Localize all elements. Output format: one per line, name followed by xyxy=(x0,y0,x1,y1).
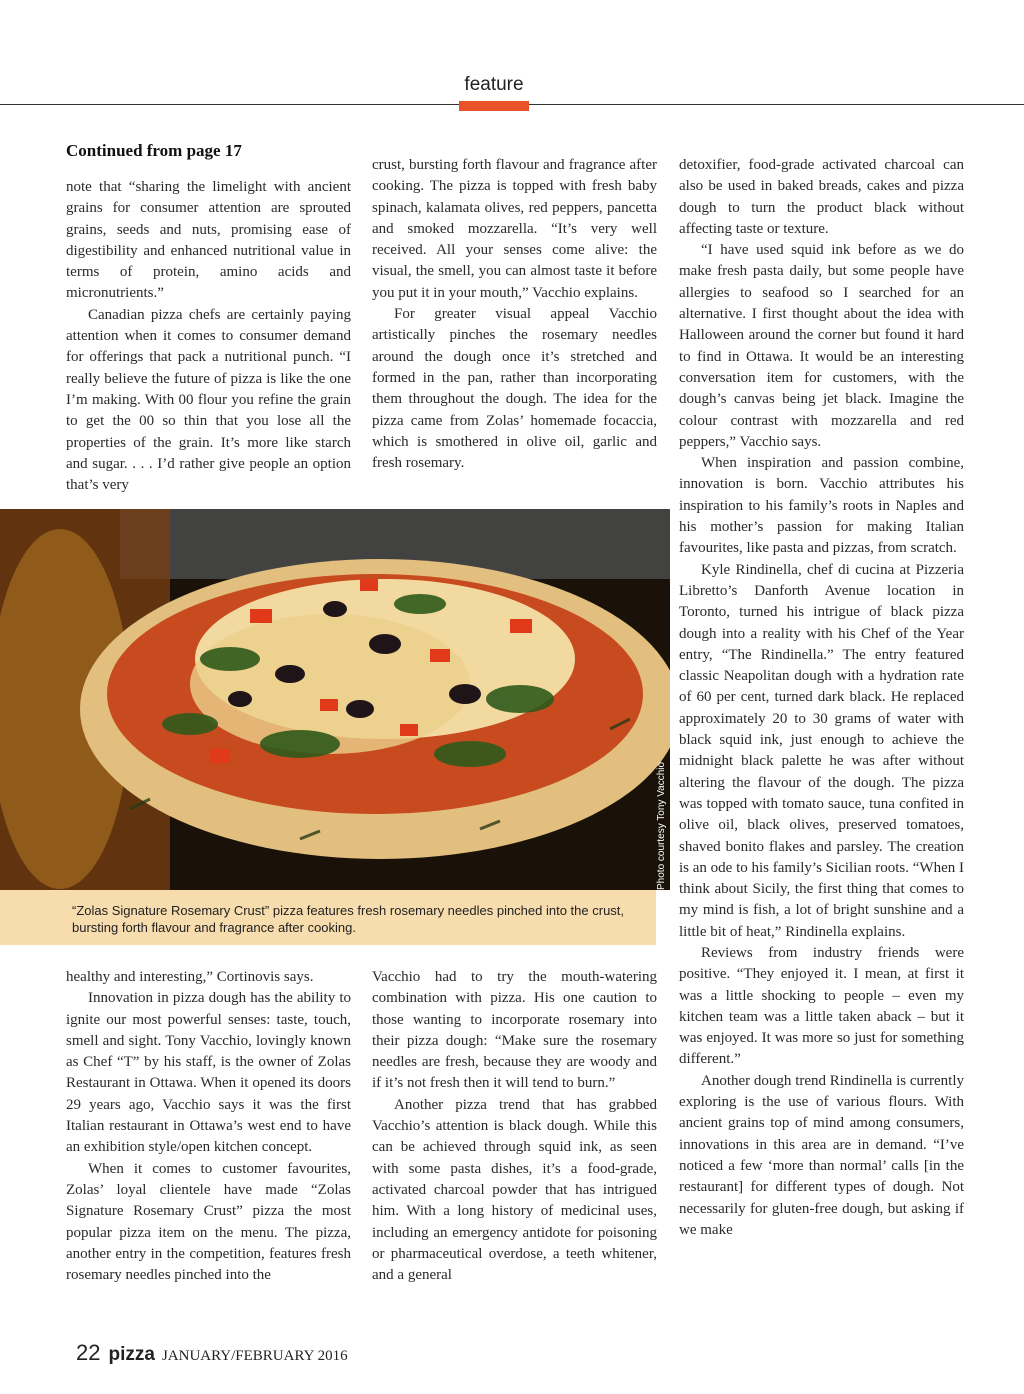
paragraph: When inspiration and passion combine, innovation is born. Vacchio attributes his inspiration to his family’s roots in Naples and his mother’s passion for making Italian favourites, like pasta and pizzas, from scratch. xyxy=(679,455,964,557)
column-3 xyxy=(679,155,964,1241)
paragraph: healthy and interesting,” Cortinovis says. xyxy=(66,969,314,985)
page-footer xyxy=(76,1340,348,1366)
column-2-top xyxy=(372,155,657,474)
paragraph: “I have used squid ink before as we do make fresh pasta daily, but some people have allergies to seafood so I searched for an alternative. I first thought about the idea with Halloween around the corner but found it hard to find in Ottawa. It would be an interesting conversation item for customers, with the dough’s canvas being jet black. Imagine the colour contrast with mozzarella and red peppers,” Vacchio says. xyxy=(679,242,964,450)
issue-date: JANUARY/FEBRUARY 2016 xyxy=(161,1348,348,1364)
paragraph: When it comes to customer favourites, Zolas’ loyal clientele have made “Zolas Signature Rosemary Crust” pizza the most popular pizza item on the menu. The pizza, another entry in the competition, features fresh rosemary needles pinched into the xyxy=(66,1160,351,1284)
paragraph: Innovation in pizza dough has the ability to ignite our most powerful senses: taste, touch, smell and sight. Tony Vacchio, lovingly known as Chef “T” by his staff, is the owner of Zolas Restaurant in Ottawa. When it opened its doors 29 years ago, Vacchio says it was the first Italian restaurant in Ottawa’s west end to have an exhibition style/open kitchen concept. xyxy=(66,990,351,1156)
paragraph: detoxifier, food-grade activated charcoal can also be used in baked breads, cakes and pizza dough to turn the product black without affecting taste or texture. xyxy=(679,157,964,237)
column-1-bottom xyxy=(66,967,351,1286)
pizza-illustration xyxy=(0,509,670,890)
photo-caption: “Zolas Signature Rosemary Crust” pizza features fresh rosemary needles pinched into the crust, bursting forth flavour and fragrance after cooking. xyxy=(72,903,625,935)
pizza-photo xyxy=(0,509,670,890)
photo-credit: Photo courtesy Tony Vacchio xyxy=(656,761,667,890)
column-1-top xyxy=(66,177,351,496)
paragraph: note that “sharing the limelight with ancient grains for consumer attention are sprouted grains, seeds and nuts, promising ease of digestibility and enhanced nutritional value in terms of protein, amino acids and micronutrients.” xyxy=(66,179,351,302)
column-2-bottom xyxy=(372,967,657,1286)
paragraph: For greater visual appeal Vacchio artistically pinches the rosemary needles around the dough once it’s stretched and formed in the pan, rather than incorporating them throughout the dough. The idea for the pizza came from Zolas’ homemade focaccia, which is smothered in olive oil, garlic and fresh rosemary. xyxy=(372,306,657,472)
paragraph: Kyle Rindinella, chef di cucina at Pizzeria Libretto’s Danforth Avenue location in Toronto, turned his intrigue of black pizza dough into a reality with his Chef of the Year entry, “The Rindinella.” The entry featured classic Neapolitan dough with a hydration rate of 60 per cent, turned dark black. He replaced approximately 20 to 30 grams of water with black squid ink, just enough to achieve the midnight black palette he was after without altering the flavour of the dough. The pizza was topped with tomato sauce, tuna confited in olive oil, black olives, preserved tomatoes, shaved bonito flakes and parsley. The creation is an ode to his family’s Sicilian roots. “When I think about Sicily, the first thing that comes to my mind is fish, a lot of bright sunshine and a little bit of heat,” Rindinella explains. xyxy=(679,561,964,940)
paragraph: Vacchio had to try the mouth-watering combination with pizza. His one caution to those wanting to incorporate rosemary into their pizza dough: “Make sure the rosemary needles are fresh, because they are woody and if it’s not fresh then it will tend to burn.” xyxy=(372,969,657,1092)
paragraph: Reviews from industry friends were positive. “They enjoyed it. I mean, at first it was a little shocking to people – even my kitchen team was a little taken aback – but it was enjoyed. It was more so just for something different.” xyxy=(679,944,964,1068)
paragraph: Another dough trend Rindinella is currently exploring is the use of various flours. With ancient grains top of mind among consumers, innovations in this area are in demand. “I’ve noticed a few ‘more than normal’ calls [in the restaurant] for different types of dough. Not necessarily for gluten-free dough, but asking if we make xyxy=(679,1072,964,1238)
page-number: 22 xyxy=(76,1340,101,1365)
continued-heading: Continued from page 17 xyxy=(66,141,242,160)
magazine-name: pizza xyxy=(108,1344,155,1365)
paragraph: Another pizza trend that has grabbed Vacchio’s attention is black dough. While this can be achieved through squid ink, as seen with some pasta dishes, it’s a food-grade, activated charcoal powder that has intrigued him. With a long history of medicinal uses, including an emergency antidote for poisoning or pharmaceutical overdose, a teeth whitener, and a general xyxy=(372,1096,657,1284)
paragraph: crust, bursting forth flavour and fragrance after cooking. The pizza is topped with fresh baby spinach, kalamata olives, red peppers, pancetta and smoked mozzarella. “It’s very well received. All your senses come alive: the visual, the smell, you can almost taste it before you put it in your mouth,” Vacchio explains. xyxy=(372,157,657,301)
paragraph: Canadian pizza chefs are certainly paying attention when it comes to consumer demand for offerings that pack a nutritional punch. “I really believe the future of pizza is like the one I’m making. With 00 flour you refine the grain to get the 00 so thin that you lose all the properties of the grain. It’s more like starch and sugar. . . . I’d rather give people an option that’s very xyxy=(66,306,351,494)
section-accent-bar xyxy=(459,101,529,111)
caption-box xyxy=(0,890,656,945)
section-label: feature xyxy=(464,74,524,95)
